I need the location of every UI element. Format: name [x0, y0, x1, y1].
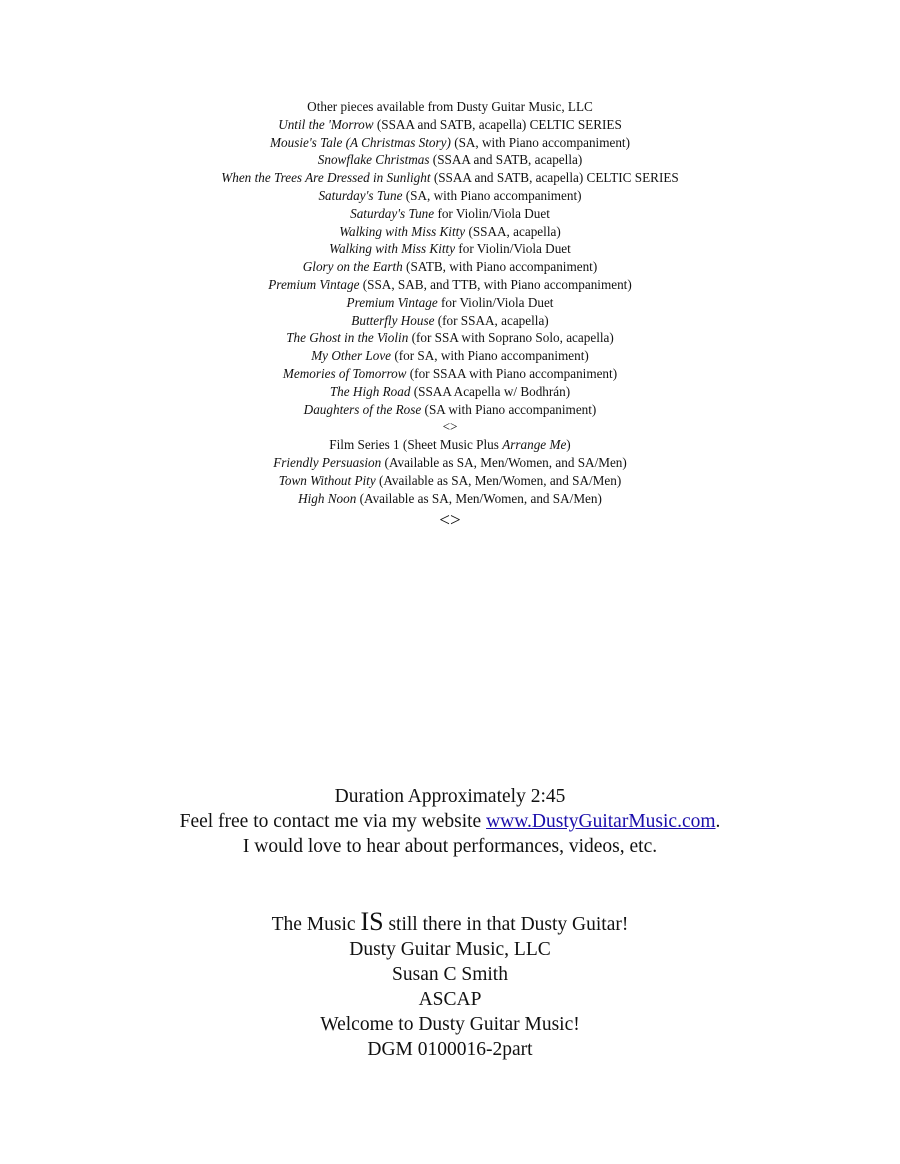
piece-title: Glory on the Earth [302, 259, 403, 275]
piece-desc: (SA, with Piano accompaniment) [450, 134, 630, 150]
piece-desc: (for SSAA with Piano accompaniment) [406, 365, 618, 381]
contact-line [0, 809, 900, 834]
piece-desc: for Violin/Viola Duet [437, 294, 554, 310]
motto-line [0, 909, 900, 937]
piece-item [0, 347, 900, 365]
piece-item [0, 205, 900, 223]
separator-large: <> [439, 510, 461, 532]
catalog-list [0, 98, 900, 534]
piece-item [0, 276, 900, 294]
performances-text: I would love to hear about performances, videos, etc. [242, 836, 658, 857]
film-piece-item [0, 490, 900, 508]
film-piece-item [0, 454, 900, 472]
piece-desc: (for SA, with Piano accompaniment) [391, 348, 589, 364]
piece-desc: (SSAA and SATB, acapella) CELTIC SERIES [430, 170, 679, 186]
film-piece-title: High Noon [298, 490, 357, 506]
piece-desc: for Violin/Viola Duet [434, 205, 550, 221]
motto-emphasis: IS [360, 907, 384, 936]
catalog-number: DGM 0100016-2part [367, 1039, 533, 1060]
piece-item [0, 401, 900, 419]
piece-desc: (for SSAA, acapella) [434, 312, 549, 328]
piece-item [0, 134, 900, 152]
piece-title: Until the 'Morrow [278, 116, 374, 132]
piece-title: The Ghost in the Violin [286, 330, 409, 346]
welcome-text: Welcome to Dusty Guitar Music! [320, 1014, 580, 1035]
piece-title: Memories of Tomorrow [282, 365, 407, 381]
pieces-list [0, 116, 900, 419]
piece-title: Saturday's Tune [350, 205, 435, 221]
film-series-heading [0, 436, 900, 454]
piece-title: Snowflake Christmas [317, 152, 430, 168]
ascap-label: ASCAP [418, 989, 482, 1010]
piece-title: When the Trees Are Dressed in Sunlight [221, 170, 431, 186]
separator: <> [442, 419, 458, 435]
film-series-italic: Arrange Me [502, 437, 567, 453]
film-series-suffix: ) [566, 437, 571, 453]
piece-desc: for Violin/Viola Duet [455, 241, 571, 257]
motto-suffix: still there in that Dusty Guitar! [383, 914, 629, 935]
motto-prefix: The Music [271, 914, 361, 935]
piece-item [0, 223, 900, 241]
piece-item [0, 329, 900, 347]
piece-item [0, 169, 900, 187]
piece-title: Daughters of the Rose [303, 401, 422, 417]
piece-item [0, 240, 900, 258]
film-piece-title: Friendly Persuasion [273, 454, 382, 470]
piece-desc: (SATB, with Piano accompaniment) [402, 259, 598, 275]
spacer [0, 859, 900, 909]
piece-title: Premium Vintage [268, 276, 360, 292]
piece-title: The High Road [329, 383, 411, 399]
piece-title: Mousie's Tale (A Christmas Story) [270, 134, 451, 150]
company-name: Dusty Guitar Music, LLC [349, 939, 551, 960]
piece-desc: (SA with Piano accompaniment) [421, 401, 597, 417]
piece-item [0, 116, 900, 134]
piece-item [0, 258, 900, 276]
piece-desc: (SSA, SAB, and TTB, with Piano accompaniment) [359, 276, 632, 292]
piece-item [0, 151, 900, 169]
website-link[interactable]: www.DustyGuitarMusic.com [486, 811, 716, 832]
catalog-header: Other pieces available from Dusty Guitar Music, LLC [307, 99, 593, 114]
piece-item [0, 383, 900, 401]
piece-desc: (for SSA with Soprano Solo, acapella) [408, 330, 614, 346]
contact-prefix: Feel free to contact me via my website [179, 811, 487, 832]
piece-title: Butterfly House [351, 312, 435, 328]
piece-title: Premium Vintage [346, 294, 438, 310]
contact-suffix: . [715, 811, 721, 832]
film-piece-item [0, 472, 900, 490]
footer [0, 784, 900, 1062]
duration-text: Duration Approximately 2:45 [334, 786, 566, 807]
piece-desc: (SSAA, acapella) [465, 223, 561, 239]
film-series-prefix: Film Series 1 (Sheet Music Plus [329, 437, 503, 453]
film-piece-desc: (Available as SA, Men/Women, and SA/Men) [356, 490, 602, 506]
film-piece-desc: (Available as SA, Men/Women, and SA/Men) [381, 454, 627, 470]
piece-item [0, 365, 900, 383]
piece-title: Saturday's Tune [318, 187, 403, 203]
piece-desc: (SSAA and SATB, acapella) CELTIC SERIES [373, 116, 622, 132]
piece-item [0, 187, 900, 205]
piece-title: My Other Love [311, 348, 392, 364]
piece-desc: (SSAA and SATB, acapella) [429, 152, 583, 168]
author-name: Susan C Smith [392, 964, 508, 985]
piece-title: Walking with Miss Kitty [339, 223, 466, 239]
film-piece-title: Town Without Pity [278, 472, 376, 488]
piece-title: Walking with Miss Kitty [329, 241, 456, 257]
film-piece-desc: (Available as SA, Men/Women, and SA/Men) [375, 472, 622, 488]
piece-item [0, 312, 900, 330]
piece-desc: (SA, with Piano accompaniment) [402, 187, 582, 203]
piece-item [0, 294, 900, 312]
piece-desc: (SSAA Acapella w/ Bodhrán) [410, 383, 571, 399]
